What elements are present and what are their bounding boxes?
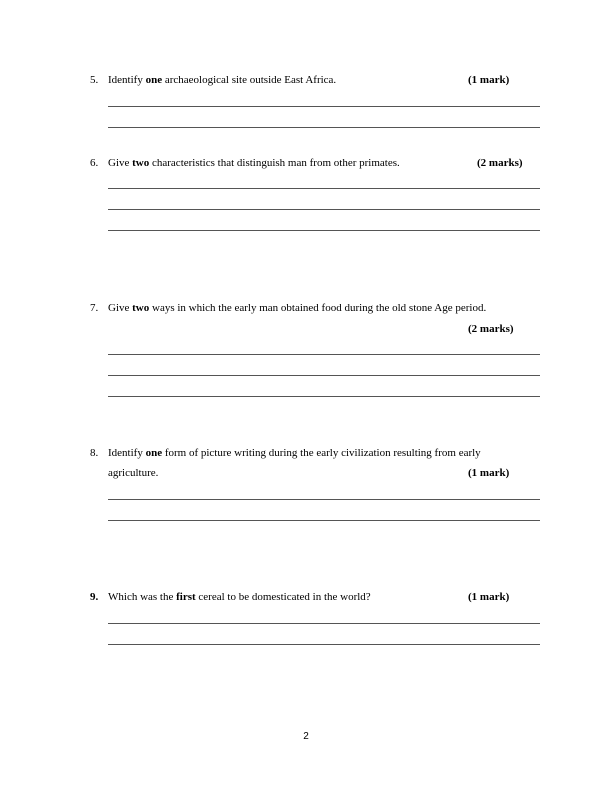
answer-line[interactable]: [108, 188, 540, 189]
answer-line[interactable]: [108, 209, 540, 210]
question-text: Identify one archaeological site outside East Africa.: [108, 74, 337, 86]
marks-label: (2 marks): [477, 157, 523, 169]
question-number: 9.: [90, 591, 99, 603]
answer-line[interactable]: [108, 354, 540, 355]
answer-line[interactable]: [108, 127, 540, 128]
answer-line[interactable]: [108, 623, 540, 624]
question-number: 8.: [90, 447, 99, 459]
marks-label: (1 mark): [468, 467, 510, 479]
question-number: 7.: [90, 302, 99, 314]
marks-label: (1 mark): [468, 591, 510, 603]
question-text: Which was the first cereal to be domesticated in the world?: [108, 591, 371, 603]
question-number: 6.: [90, 157, 99, 169]
answer-line[interactable]: [108, 396, 540, 397]
marks-label: (2 marks): [468, 323, 514, 335]
page-number: 2: [303, 731, 309, 742]
question-text: agriculture.: [108, 467, 159, 479]
answer-line[interactable]: [108, 375, 540, 376]
answer-line[interactable]: [108, 520, 540, 521]
question-text: Give two characteristics that distinguish man from other primates.: [108, 157, 400, 169]
answer-line[interactable]: [108, 644, 540, 645]
answer-line[interactable]: [108, 499, 540, 500]
question-text: Give two ways in which the early man obtained food during the old stone Age period.: [108, 302, 487, 314]
question-number: 5.: [90, 74, 99, 86]
marks-label: (1 mark): [468, 74, 510, 86]
answer-line[interactable]: [108, 230, 540, 231]
question-text: Identify one form of picture writing during the early civilization resulting from early: [108, 447, 481, 459]
answer-line[interactable]: [108, 106, 540, 107]
